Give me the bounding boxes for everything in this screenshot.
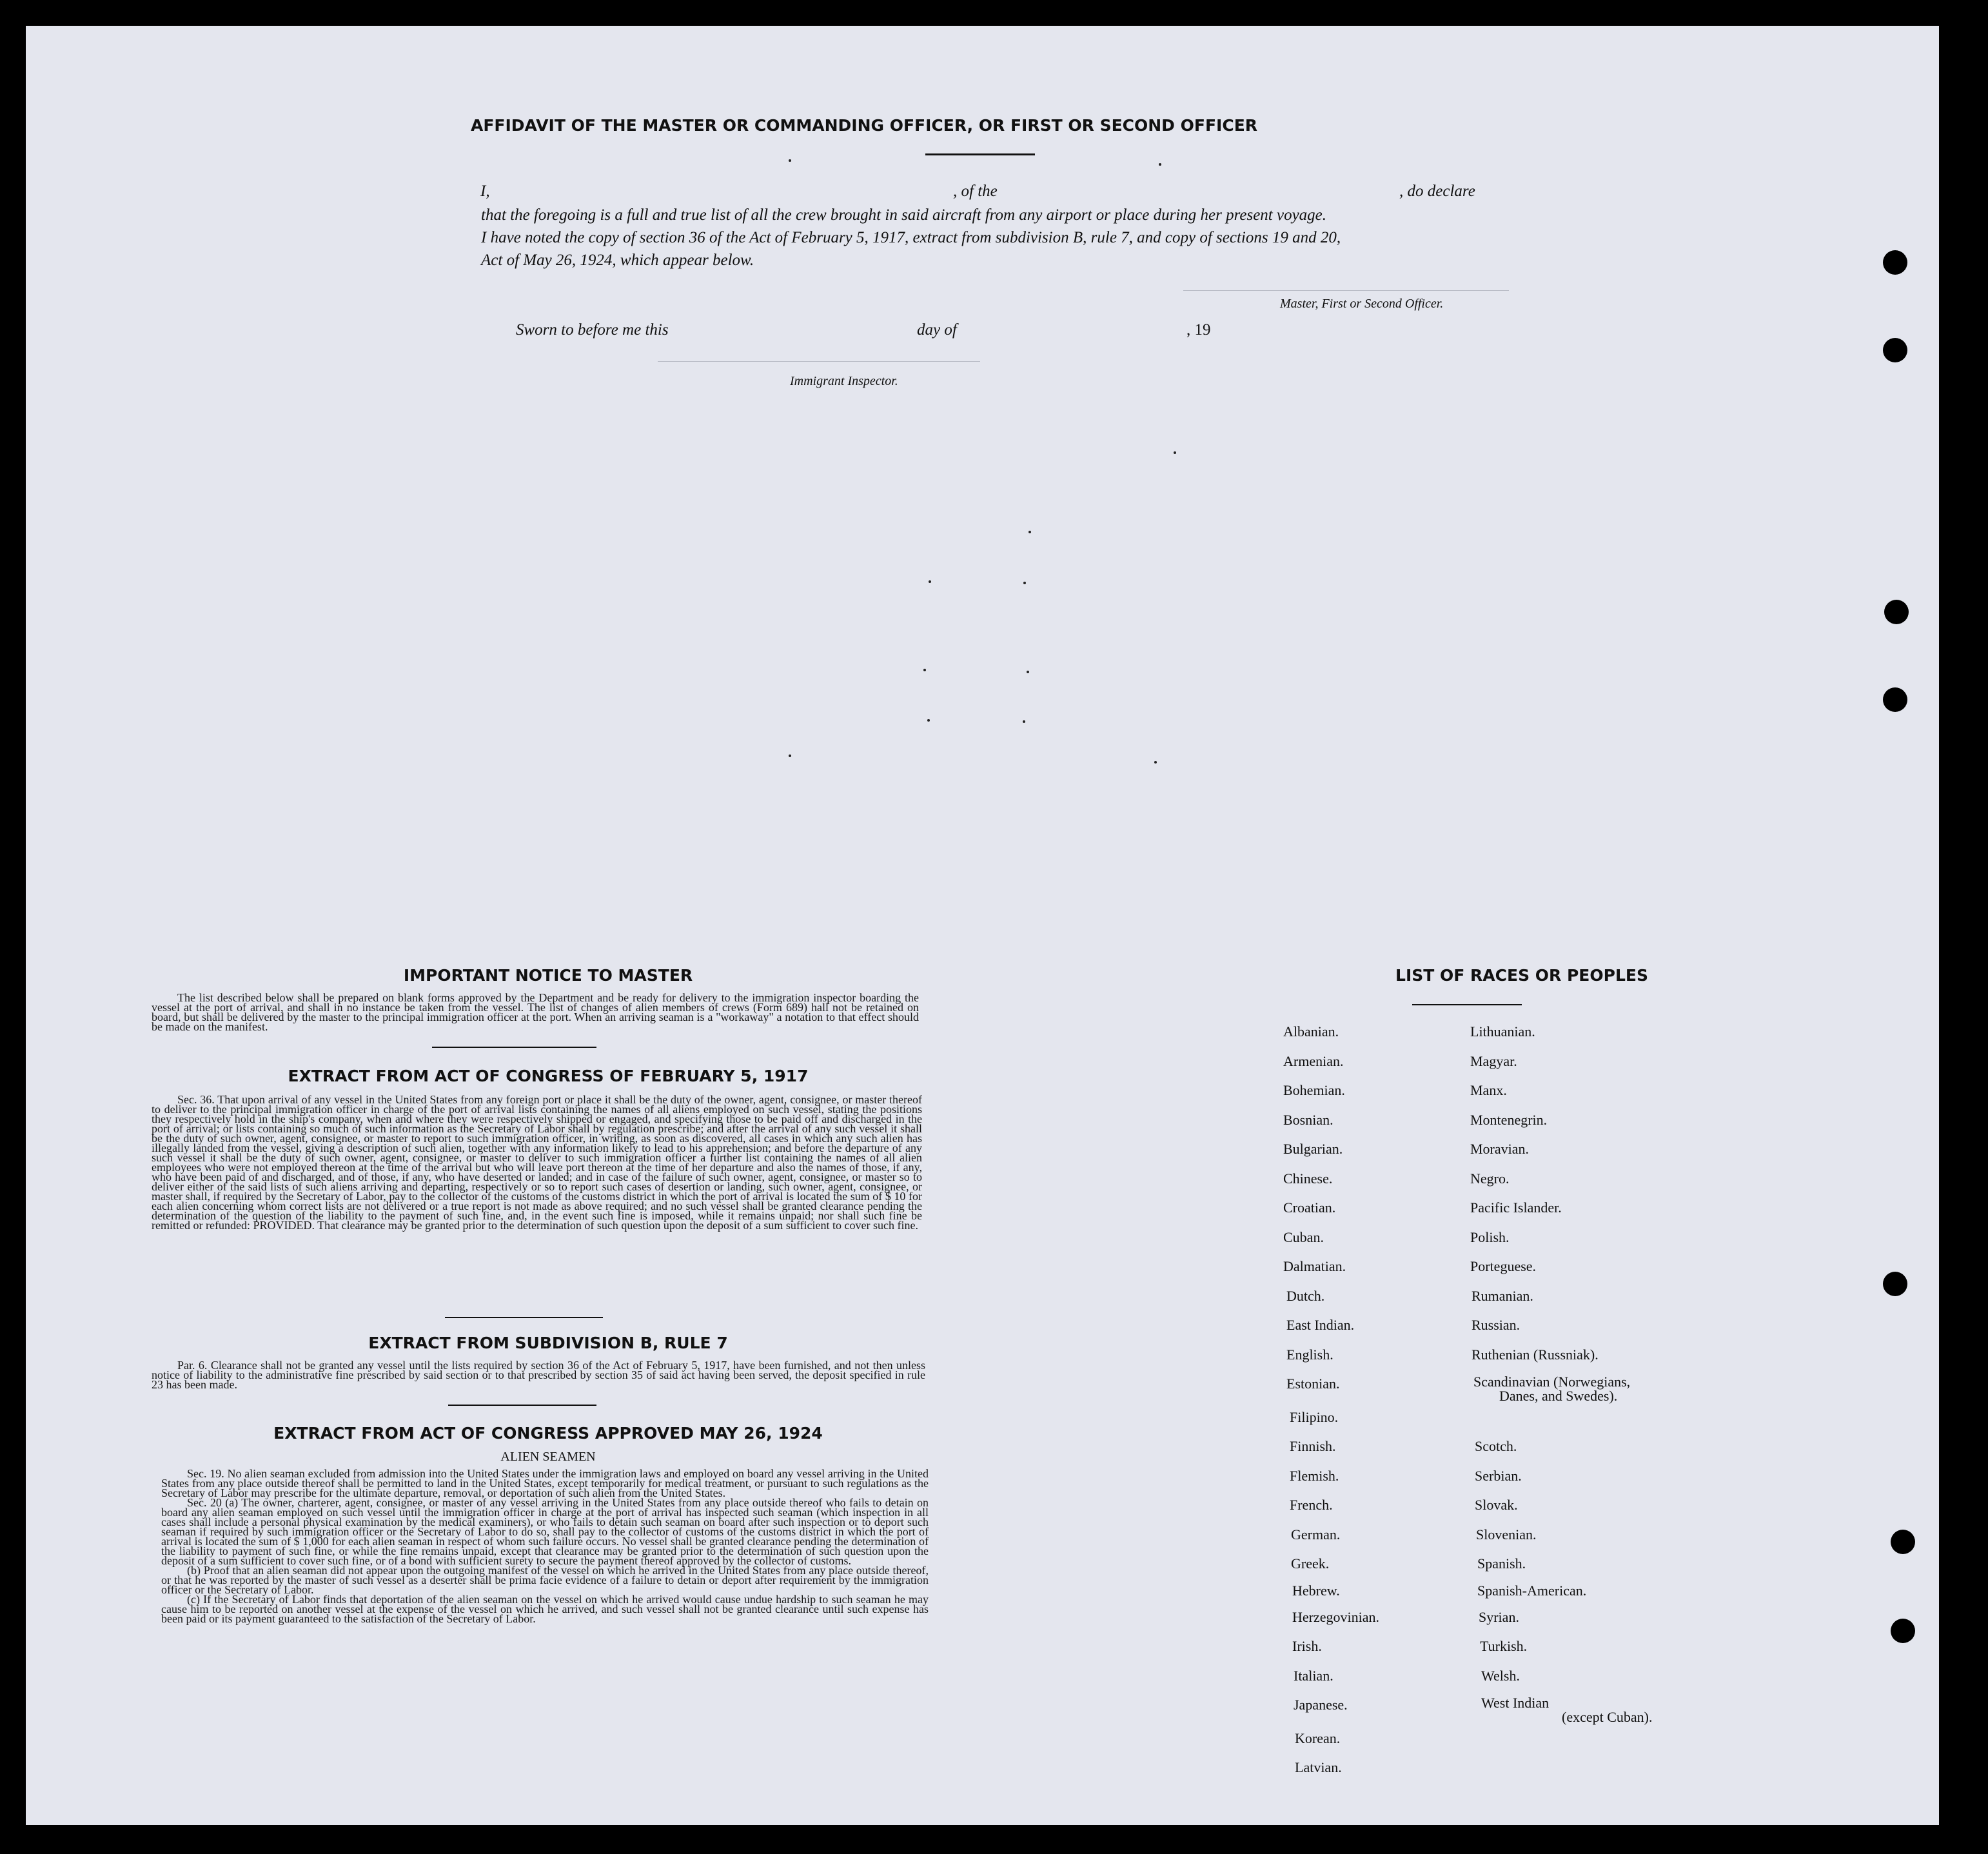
affidavit-title-rule <box>925 153 1035 155</box>
affidavit-line-2: that the foregoing is a full and true list of all the crew brought in said aircraft from any airport or place during her present voyage. <box>481 206 1327 224</box>
inspector-label: Immigrant Inspector. <box>790 374 898 388</box>
race-item: Syrian. <box>1479 1609 1519 1625</box>
scan-speck <box>1027 671 1029 673</box>
race-item: Russian. <box>1471 1317 1521 1333</box>
race-item: German. <box>1291 1526 1341 1543</box>
race-item: Ruthenian (Russniak). <box>1471 1346 1599 1363</box>
race-item: Italian. <box>1294 1668 1334 1684</box>
affidavit-of-the: , of the <box>953 182 998 200</box>
notice-rule <box>432 1047 596 1048</box>
notice-title: IMPORTANT NOTICE TO MASTER <box>403 966 693 985</box>
race-item: Slovak. <box>1475 1497 1518 1513</box>
race-item: Filipino. <box>1290 1409 1339 1425</box>
affidavit-do-declare: , do declare <box>1399 182 1475 200</box>
binder-hole <box>1891 1619 1915 1643</box>
race-item: Moravian. <box>1470 1141 1530 1157</box>
race-item: English. <box>1286 1346 1334 1363</box>
extract-1917-text: Sec. 36. That upon arrival of any vessel in the United States from any foreign port or place it shall be the duty of the owner, agent, consignee, or master thereof to deliver to the principal immigration officer in charge of the port of arrival lists containing the names of all aliens employed on such vessel, stating the positions they respectively hold in the ship's company, when and where they were respectively shipped or engaged, and specifying those to be paid off and discharged in the port of arrival; or lists containing so much of such information as the Secretary of Labor shall by regulation prescribe; and after the arrival of any such vessel it shall be the duty of such owner, agent, consignee, or master to report to such immigration officer, in writing, as soon as discovered, all cases in which any such alien has illegally landed from the vessel, giving a description of such alien, together with any information likely to lead to his apprehension; and before the departure of any such vessel it shall be the duty of such owner, agent, consignee, or master to deliver to such immigration officer a further list containing the names of all alien employees who were not employed thereon at the time of the arrival but who will leave port thereon at the time of her departure and also the names of those, if any, who have been paid of and discharged, and of those, if any, who have deserted or landed; and in case of the failure of such owner, agent, consignee, or master so to deliver either of the said lists of such aliens arriving and departing, respectively or so to report such cases of desertion or landing, such owner, agent, consignee, or master shall, if required by the Secretary of Labor, pay to the collector of the customs of the customs district in which the port of arrival is located the sum of $ 10 for each alien concerning whom correct lists are not delivered or a true report is not made as above required; and no such vessel shall be granted clearance pending the determination of the question of the liability to the payment of such fine, and, in the event such fine is imposed, while it remains unpaid; nor shall such fine be remitted or refunded: PROVIDED. That clearance may be granted prior to the determination of such question upon the deposit of a sum sufficient to cover such fine. <box>152 1093 922 1232</box>
sec-20a: Sec. 20 (a) The owner, charterer, agent, consignee, or master of any vessel arriving in the United States from any place outside thereof who fails to detain on board any alien seaman employed on such vessel until the immigration officer in charge at the port of arrival has inspected such seaman (which inspection in all cases shall include a personal physical examination by the medical examiners), or who fails to detain such seaman on board after such inspection or to deport such seaman if required by such immigration officer or the Secretary of Labor to do so, shall pay to the collector of customs of the customs district in which the port of arrival is located the sum of $ 1,000 for each alien seaman in respect of whom such failure occurs. No vessel shall be granted clearance pending the determination of the liability to payment of such fine, or while the fine remains unpaid, except that clearance may be granted prior to the determination of such question upon the deposit of a sum sufficient to cover such fine, or of a bond with sufficient surety to secure the payment thereof approved by the collector of customs. <box>161 1496 929 1567</box>
race-item: Croatian. <box>1283 1199 1336 1216</box>
document-page <box>26 26 1939 1825</box>
extract-1924-title: EXTRACT FROM ACT OF CONGRESS APPROVED MAY 26, 1924 <box>273 1424 823 1443</box>
affidavit-line-4: Act of May 26, 1924, which appear below. <box>481 251 754 269</box>
race-item: Hebrew. <box>1292 1583 1340 1599</box>
race-item: Bosnian. <box>1283 1112 1334 1128</box>
race-item: Bulgarian. <box>1283 1141 1343 1157</box>
scan-speck <box>1174 451 1176 454</box>
race-item: Dutch. <box>1286 1288 1325 1304</box>
race-item: Polish. <box>1470 1229 1510 1245</box>
race-item: Montenegrin. <box>1470 1112 1548 1128</box>
race-item: French. <box>1290 1497 1333 1513</box>
sec-20b: (b) Proof that an alien seaman did not appear upon the outgoing manifest of the vessel on which he arrived in the United States from any place outside thereof, or that he was reported by the master of such vessel as a deserter shall be prima facie evidence of a failure to detain or deport after requirement by the immigration officer or the Secretary of Labor. <box>161 1564 929 1596</box>
sec-19: Sec. 19. No alien seaman excluded from admission into the United States under the immigration laws and employed on board any vessel arriving in the United States from any place outside thereof shall be permitted to land in the United States, except temporarily for medical treatment, or pursuant to such regulations as the Secretary of Labor may prescribe for the ultimate departure, removal, or deportation of such alien from the United States. <box>161 1467 929 1499</box>
race-item: Bohemian. <box>1283 1082 1345 1098</box>
race-item: Serbian. <box>1475 1468 1522 1484</box>
day-of-text: day of <box>917 321 957 339</box>
extract-1917-title: EXTRACT FROM ACT OF CONGRESS OF FEBRUARY 5, 1917 <box>288 1067 809 1085</box>
race-item: Herzegovinian. <box>1292 1609 1379 1625</box>
binder-hole <box>1884 600 1909 624</box>
notice-text: The list described below shall be prepared on blank forms approved by the Department and be ready for delivery to the immigration inspector boarding the vessel at the port of arrival, and shall in no instance be taken from the vessel. The list of changes of alien members of crews (Form 689) hall not be retained on board, but shall be delivered by the master to the principal immigration officer at the port. When an arriving seaman is a "workaway" a notation to that effect should be made on the manifest. <box>152 991 919 1033</box>
scan-speck <box>923 669 926 671</box>
year-text: , 19 <box>1186 321 1211 339</box>
races-title-rule <box>1412 1004 1522 1005</box>
race-item: Korean. <box>1295 1730 1341 1746</box>
rule-7-title: EXTRACT FROM SUBDIVISION B, RULE 7 <box>368 1334 728 1352</box>
race-item: Rumanian. <box>1471 1288 1533 1304</box>
race-item: Estonian. <box>1286 1376 1340 1392</box>
signature-line <box>1183 290 1509 291</box>
race-item: Welsh. <box>1481 1668 1520 1684</box>
race-item: Negro. <box>1470 1170 1510 1187</box>
race-item: Greek. <box>1291 1555 1330 1572</box>
alien-seamen-subtitle: ALIEN SEAMEN <box>500 1450 596 1464</box>
race-item: Armenian. <box>1283 1053 1344 1069</box>
race-item: Dalmatian. <box>1283 1258 1346 1274</box>
race-item: Manx. <box>1470 1082 1507 1098</box>
race-item: Porteguese. <box>1470 1258 1537 1274</box>
race-item: East Indian. <box>1286 1317 1355 1333</box>
race-item: Turkish. <box>1480 1638 1528 1654</box>
binder-hole <box>1883 687 1907 712</box>
race-item: Slovenian. <box>1476 1526 1537 1543</box>
race-item: Scotch. <box>1475 1438 1517 1454</box>
binder-hole <box>1883 250 1907 275</box>
scan-speck <box>789 159 791 162</box>
binder-hole <box>1891 1530 1915 1554</box>
scan-speck <box>789 754 791 757</box>
race-item: Pacific Islander. <box>1470 1199 1562 1216</box>
signature-label: Master, First or Second Officer. <box>1280 297 1444 311</box>
sec-20c: (c) If the Secretary of Labor finds that deportation of the alien seaman on the vessel on which he arrived would cause undue hardship to such seaman he may cause him to be reported on another vessel at the expense of the vessel on which he arrived, and such vessel shall not be granted clearance until such expense has been paid or its payment guaranteed to the satisfaction of the Secretary of Labor. <box>161 1593 929 1625</box>
race-item: Chinese. <box>1283 1170 1333 1187</box>
race-item: (except Cuban). <box>1562 1709 1653 1725</box>
binder-hole <box>1883 1272 1907 1296</box>
scan-speck <box>927 719 930 722</box>
race-item: Albanian. <box>1283 1023 1339 1040</box>
scan-speck <box>1023 582 1026 584</box>
race-item: Cuban. <box>1283 1229 1324 1245</box>
scan-speck <box>929 580 931 583</box>
race-item: Spanish. <box>1477 1555 1526 1572</box>
affidavit-title: AFFIDAVIT OF THE MASTER OR COMMANDING OFFICER, OR FIRST OR SECOND OFFICER <box>470 116 1258 135</box>
inspector-signature-line <box>658 361 980 362</box>
sworn-text: Sworn to before me this <box>516 321 669 339</box>
scan-speck <box>1028 531 1031 533</box>
race-item: Flemish. <box>1290 1468 1339 1484</box>
affidavit-line-3: I have noted the copy of section 36 of the Act of February 5, 1917, extract from subdivision B, rule 7, and copy of sections 19 and 20, <box>481 229 1341 246</box>
race-item: Finnish. <box>1290 1438 1336 1454</box>
race-item: Irish. <box>1292 1638 1322 1654</box>
race-item: Scandinavian (Norwegians, <box>1473 1374 1631 1390</box>
rule-7-text: Par. 6. Clearance shall not be granted any vessel until the lists required by section 36 of the Act of February 5, 1917, have been furnished, and not then unless notice of liability to the administrative fine prescribed by said section or to that prescribed by section 35 of said act having been served, the deposit specified in rule 23 has been made. <box>152 1359 925 1391</box>
scan-speck <box>1159 163 1161 166</box>
rule-7-rule <box>448 1405 596 1406</box>
extract-1924-text <box>161 1469 929 1624</box>
race-item: Magyar. <box>1470 1053 1517 1069</box>
affidavit-i: I, <box>480 182 490 200</box>
extract-1917-rule <box>445 1317 603 1318</box>
race-item: Japanese. <box>1294 1697 1348 1713</box>
race-item: Danes, and Swedes). <box>1499 1388 1618 1404</box>
scan-speck <box>1154 761 1157 764</box>
binder-hole <box>1883 338 1907 362</box>
scan-speck <box>1023 720 1025 723</box>
race-item: Latvian. <box>1295 1759 1342 1775</box>
race-item: West Indian <box>1481 1695 1550 1711</box>
race-item: Lithuanian. <box>1470 1023 1535 1040</box>
race-item: Spanish-American. <box>1477 1583 1587 1599</box>
races-title: LIST OF RACES OR PEOPLES <box>1395 966 1648 985</box>
